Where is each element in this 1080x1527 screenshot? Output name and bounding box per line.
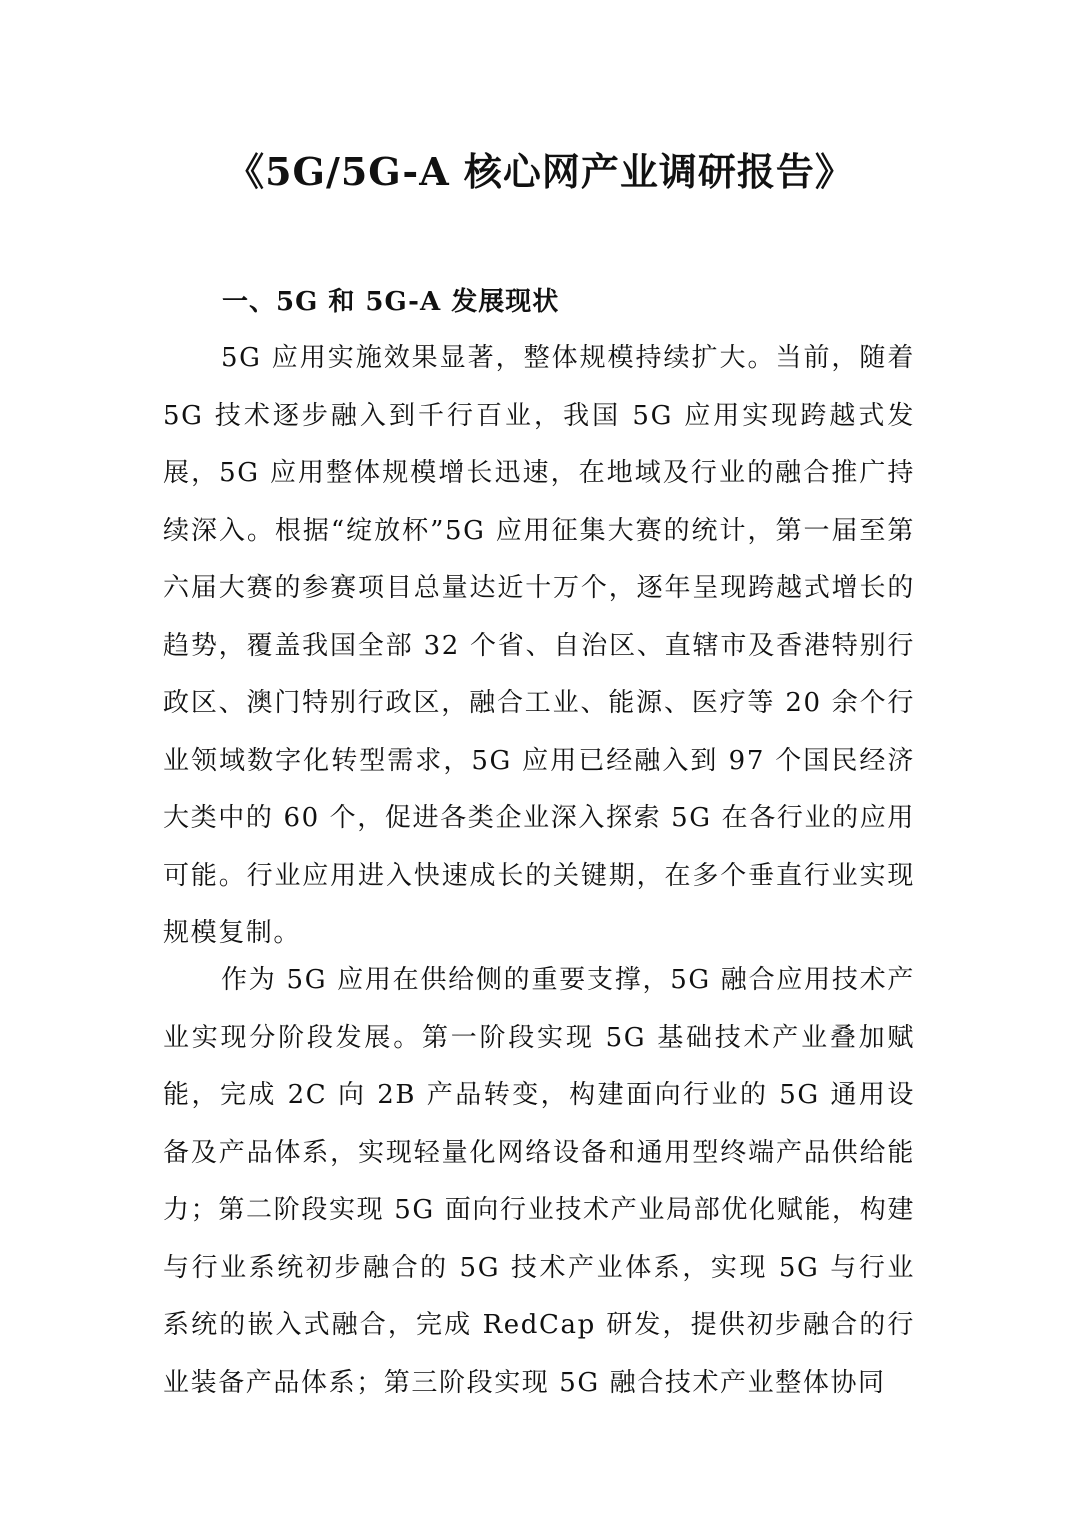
document-title: 《5G/5G-A 核心网产业调研报告》 bbox=[226, 149, 854, 194]
section-heading: 一、5G 和 5G-A 发展现状 bbox=[222, 287, 560, 317]
body-paragraph: 5G 应用实施效果显著，整体规模持续扩大。当前，随着 5G 技术逐步融入到千行百业，我国 5G 应用实现跨越式发展，5G 应用整体规模增长迅速，在地域及行业的融合推广持续深入。根据“绽放杯”5G 应用征集大赛的统计，第一届至第六届大赛的参赛项目总量达近十万个，逐年呈现跨越式增长的趋势，覆盖我国全部 32 个省、自治区、直辖市及香港特别行政区、澳门特别行政区，融合工业、能源、医疗等 20 余个行业领域数字化转型需求，5G 应用已经融入到 97 个国民经济大类中的 60 个，促进各类企业深入探索 5G 在各行业的应用可能。行业应用进入快速成长的关键期，在多个垂直行业实现规模复制。 bbox=[163, 343, 915, 948]
body-paragraph: 作为 5G 应用在供给侧的重要支撑，5G 融合应用技术产业实现分阶段发展。第一阶段实现 5G 基础技术产业叠加赋能，完成 2C 向 2B 产品转变，构建面向行业的 5G 通用设备及产品体系，实现轻量化网络设备和通用型终端产品供给能力；第二阶段实现 5G 面向行业技术产业局部优化赋能，构建与行业系统初步融合的 5G 技术产业体系，实现 5G 与行业系统的嵌入式融合，完成 RedCap 研发，提供初步融合的行业装备产品体系；第三阶段实现 5G 融合技术产业整体协同 bbox=[163, 965, 915, 1398]
